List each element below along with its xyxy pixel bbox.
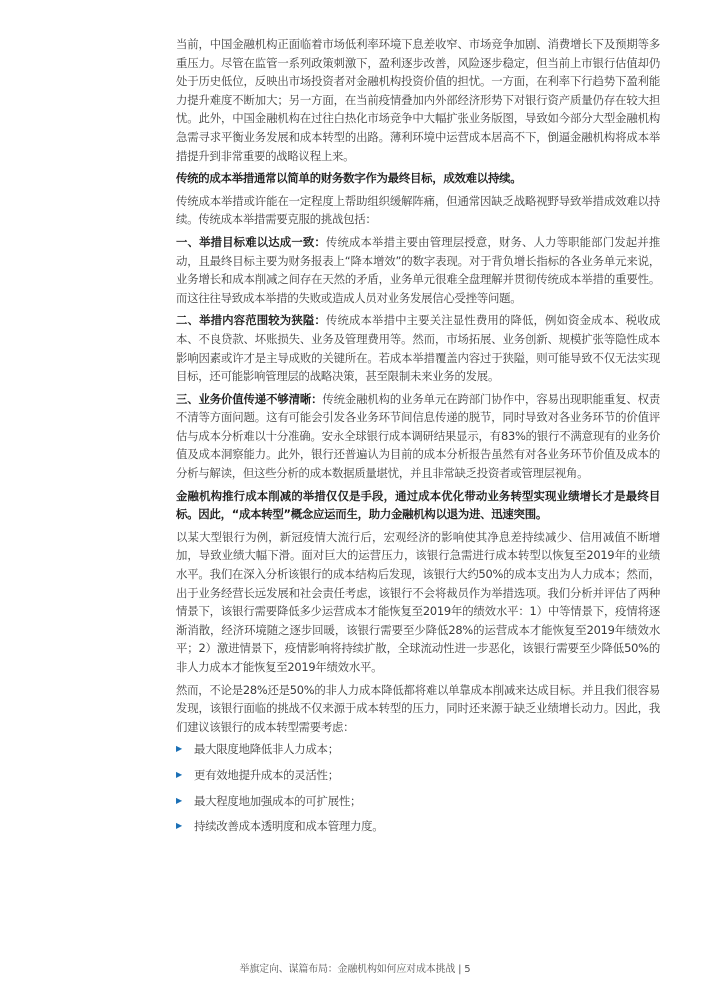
challenge-1 bbox=[176, 233, 660, 307]
list-item bbox=[176, 817, 660, 836]
list-item-text: 最大限度地降低非人力成本； bbox=[194, 742, 339, 757]
triangle-bullet-icon: ▶ bbox=[176, 795, 182, 805]
challenge-1-text: 传统成本举措主要由管理层授意，财务、人力等职能部门发起并推动，且最终目标主要为财务报表上“降本增效”的数字表现。对于背负增长指标的各业务单元来说，业务增长和成本削减之间存在天然的矛盾，业务单元很难全盘理解并贯彻传统成本举措的重要性。而这往往导致成本举措的失败或造成人员对业务发展信心受挫等问题。 bbox=[176, 234, 660, 305]
list-item bbox=[176, 740, 660, 759]
paragraph-bank-example: 以某大型银行为例，新冠疫情大流行后，宏观经济的影响使其净息差持续减少、信用减值不断增加，导致业绩大幅下滑。面对巨大的运营压力，该银行急需进行成本转型以恢复至2019年的业绩水平。我们在深入分析该银行的成本结构后发现，该银行大约50%的成本支出为人力成本；然而，出于业务经营长远发展和社会责任考虑，该银行不会将裁员作为举措选项。我们分析并评估了两种情景下，该银行需要降低多少运营成本才能恢复至2019年的绩效水平：1）中等情景下，疫情将逐渐消散，经济环境随之逐步回暖，该银行需要至少降低28%的运营成本才能恢复至2019年绩效水平；2）激进情景下，疫情影响将持续扩散，全球流动性进一步恶化，该银行需要至少降低50%的非人力成本才能恢复至2019年绩效水平。 bbox=[176, 529, 660, 674]
challenge-3 bbox=[176, 390, 660, 483]
challenge-3-lead: 三、业务价值传递不够清晰： bbox=[176, 391, 323, 406]
heading-cost-transformation: 金融机构推行成本削减的举措仅仅是手段，通过成本优化带动业务转型实现业绩增长才是最终目标。因此，“成本转型”概念应运而生，助力金融机构以退为进、迅速突围。 bbox=[176, 488, 660, 522]
heading-traditional-measures: 传统的成本举措通常以简单的财务数字作为最终目标，成效难以持续。 bbox=[176, 171, 522, 186]
list-item bbox=[176, 792, 660, 811]
list-item-text: 更有效地提升成本的灵活性； bbox=[194, 767, 339, 782]
challenge-2 bbox=[176, 311, 660, 385]
paragraph-intro: 当前，中国金融机构正面临着市场低利率环境下息差收窄、市场竞争加剧、消费增长下及预期等多重压力。尽管在监管一系列政策刺激下，盈利逐步改善，风险逐步稳定，但当前上市银行估值却仍处于历史低位，反映出市场投资者对金融机构投资价值的担忧。一方面，在利率下行趋势下盈利能力提升难度不断加大；另一方面，在当前疫情叠加内外部经济形势下对银行资产质量仍存在较大担忧。此外，中国金融机构在过往白热化市场竞争中大幅扩张业务版图，导致如今部分大型金融机构急需寻求平衡业务发展和成本转型的出路。薄利环境中运营成本居高不下，倒逼金融机构将成本举措提升到非常重要的战略议程上来。 bbox=[176, 37, 660, 163]
triangle-bullet-icon: ▶ bbox=[176, 744, 182, 754]
list-item-text: 持续改善成本透明度和成本管理力度。 bbox=[194, 819, 384, 834]
challenge-2-lead: 二、举措内容范围较为狭隘： bbox=[176, 313, 326, 328]
document-body bbox=[176, 35, 660, 843]
challenge-3-text: 传统金融机构的业务单元在跨部门协作中，容易出现职能重复、权责不清等方面问题。这有可能会引发各业务环节间信息传递的脱节，同时导致对各业务环节的价值评估与成本分析难以十分准确。安永全球银行成本调研结果显示，有83%的银行不满意现有的业务价值及成本洞察能力。此外，银行还普遍认为目前的成本分析报告虽然有对各业务环节价值及成本的分析与解读，但这些分析的成本数据质量堪忧，并且非常缺乏投资者或管理层视角。 bbox=[176, 391, 660, 481]
page-footer: 举旗定向、谋篇布局：金融机构如何应对成本挑战 | 5 bbox=[239, 964, 471, 975]
list-item-text: 最大程度地加强成本的可扩展性； bbox=[194, 793, 362, 808]
triangle-bullet-icon: ▶ bbox=[176, 821, 182, 831]
challenge-1-lead: 一、举措目标难以达成一致： bbox=[176, 234, 326, 249]
triangle-bullet-icon: ▶ bbox=[176, 769, 182, 779]
paragraph-challenges-intro: 传统成本举措或许能在一定程度上帮助组织缓解阵痛，但通常因缺乏战略视野导致举措成效难以持续。传统成本举措需要克服的挑战包括： bbox=[176, 193, 660, 227]
paragraph-recommendation: 然而，不论是28%还是50%的非人力成本降低都将难以单靠成本削减来达成目标。并且我们很容易发现，该银行面临的挑战不仅来源于成本转型的压力，同时还来源于缺乏业绩增长动力。因此，我们建议该银行的成本转型需要考虑： bbox=[176, 682, 660, 734]
recommendation-list bbox=[176, 740, 660, 835]
list-item bbox=[176, 766, 660, 785]
challenge-2-text: 传统成本举措中主要关注显性费用的降低，例如资金成本、税收成本、不良贷款、坏账损失、业务及管理费用等。然而，市场拓展、业务创新、规模扩张等隐性成本影响因素或许才是主导成败的关键所在。若成本举措覆盖内容过于狭隘，则可能导致不仅无法实现目标，还可能影响管理层的战略决策，甚至限制未来业务的发展。 bbox=[176, 313, 660, 384]
